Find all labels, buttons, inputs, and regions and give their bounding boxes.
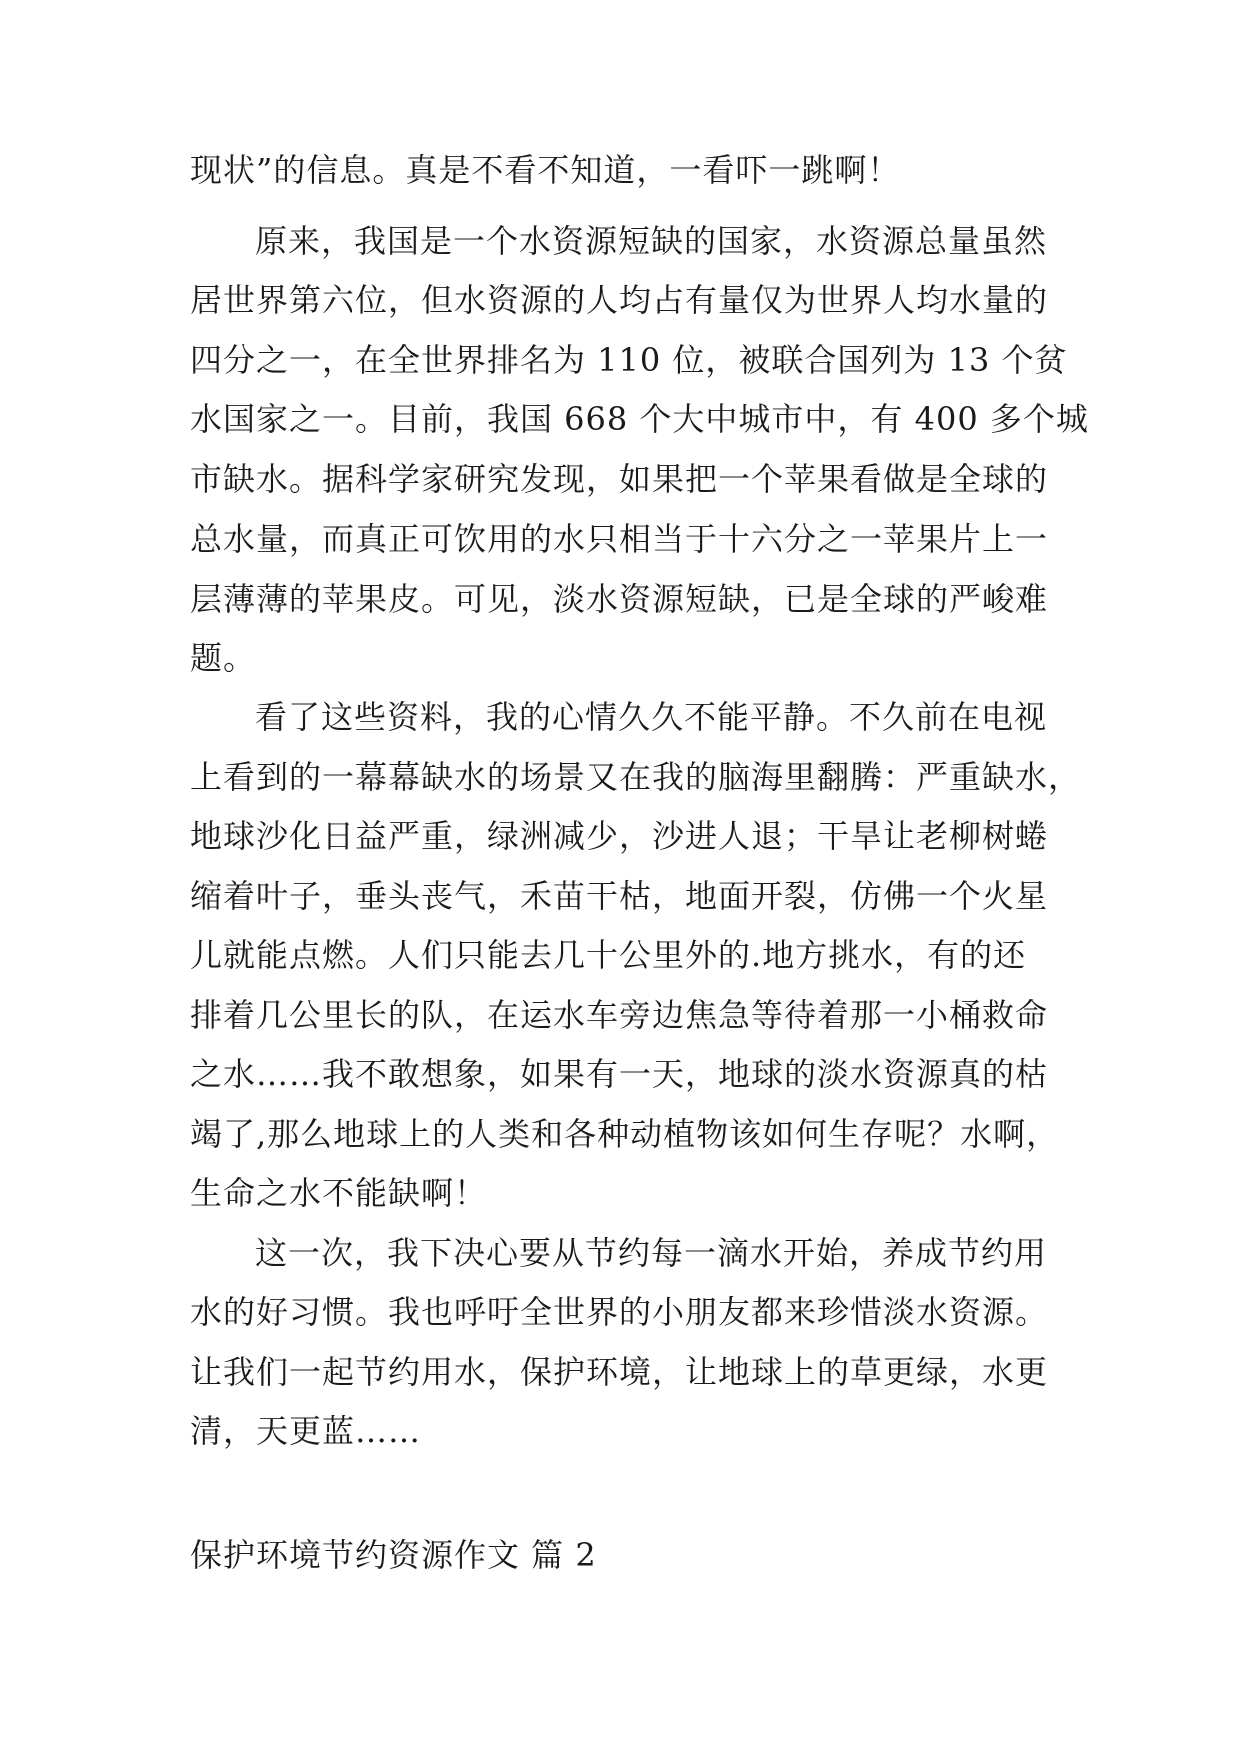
- paragraph-3-line-3: 地球沙化日益严重，绿洲减少，沙进人退；干旱让老柳树蜷: [190, 817, 1049, 855]
- paragraph-3-line-5: 儿就能点燃。人们只能去几十公里外的.地方挑水，有的还: [190, 936, 1027, 974]
- paragraph-3-line-7: 之水……我不敢想象，如果有一天，地球的淡水资源真的枯: [190, 1055, 1049, 1093]
- paragraph-4-line-1: 这一次，我下决心要从节约每一滴水开始，养成节约用: [255, 1234, 1048, 1272]
- section-heading: 保护环境节约资源作文 篇 2: [190, 1536, 597, 1574]
- paragraph-3-line-8: 竭了,那么地球上的人类和各种动植物该如何生存呢？水啊，: [190, 1115, 1060, 1153]
- paragraph-4-line-3: 让我们一起节约用水，保护环境，让地球上的草更绿，水更: [190, 1353, 1049, 1391]
- paragraph-4-line-4: 清，天更蓝……: [190, 1412, 422, 1450]
- paragraph-2-line-4: 水国家之一。目前，我国 668 个大中城市中，有 400 多个城: [190, 400, 1089, 438]
- paragraph-3-line-6: 排着几公里长的队，在运水车旁边焦急等待着那一小桶救命: [190, 996, 1049, 1034]
- paragraph-2-line-1: 原来，我国是一个水资源短缺的国家，水资源总量虽然: [255, 222, 1048, 260]
- paragraph-2-line-6: 总水量，而真正可饮用的水只相当于十六分之一苹果片上一: [190, 520, 1049, 558]
- paragraph-1-line-1: 现状”的信息。真是不看不知道，一看吓一跳啊！: [190, 151, 901, 189]
- paragraph-3-line-9: 生命之水不能缺啊！: [190, 1174, 488, 1212]
- paragraph-2-line-3: 四分之一，在全世界排名为 110 位，被联合国列为 13 个贫: [190, 341, 1068, 379]
- paragraph-4-line-2: 水的好习惯。我也呼吁全世界的小朋友都来珍惜淡水资源。: [190, 1293, 1049, 1331]
- paragraph-3-line-2: 上看到的一幕幕缺水的场景又在我的脑海里翻腾：严重缺水，: [190, 758, 1082, 796]
- paragraph-2-line-8: 题。: [190, 639, 257, 677]
- paragraph-2-line-7: 层薄薄的苹果皮。可见，淡水资源短缺，已是全球的严峻难: [190, 580, 1049, 618]
- paragraph-2-line-2: 居世界第六位，但水资源的人均占有量仅为世界人均水量的: [190, 281, 1049, 319]
- paragraph-3-line-4: 缩着叶子，垂头丧气，禾苗干枯，地面开裂，仿佛一个火星: [190, 877, 1049, 915]
- paragraph-2-line-5: 市缺水。据科学家研究发现，如果把一个苹果看做是全球的: [190, 460, 1049, 498]
- paragraph-3-line-1: 看了这些资料，我的心情久久不能平静。不久前在电视: [255, 698, 1048, 736]
